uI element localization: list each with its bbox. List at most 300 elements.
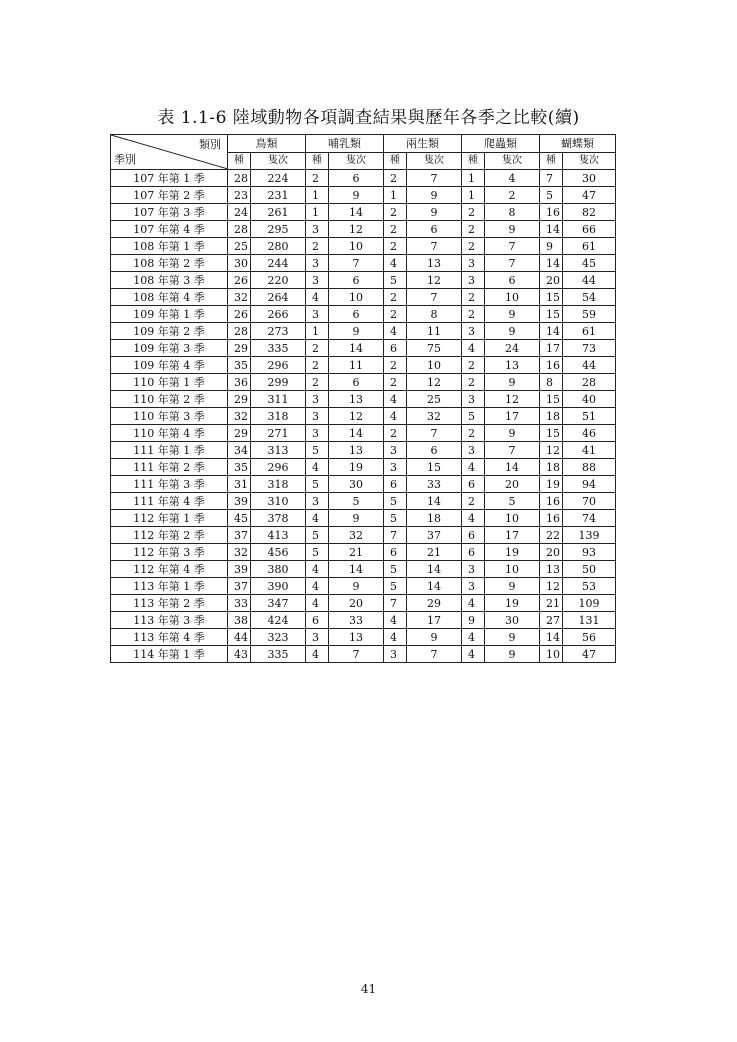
individual-count-cell: 18 [407,510,462,527]
season-cell: 111 年第 1 季 [111,442,228,459]
season-cell: 114 年第 1 季 [111,646,228,663]
species-count-cell: 4 [384,408,407,425]
species-count-cell: 17 [540,340,563,357]
species-count-cell: 14 [540,323,563,340]
table-row [111,221,616,238]
individual-count-cell: 4 [485,170,540,187]
table-row [111,238,616,255]
table-body [111,170,616,663]
table-row [111,289,616,306]
species-count-cell: 6 [462,476,485,493]
individual-count-cell: 390 [251,578,306,595]
species-count-cell: 45 [228,510,251,527]
species-count-cell: 29 [228,391,251,408]
individual-count-cell: 30 [563,170,616,187]
individual-count-cell: 244 [251,255,306,272]
individual-count-cell: 14 [329,425,384,442]
individual-count-cell: 5 [329,493,384,510]
individual-count-cell: 17 [485,408,540,425]
species-count-cell: 35 [228,357,251,374]
individual-count-cell: 7 [407,170,462,187]
individual-count-cell: 9 [329,510,384,527]
individual-count-cell: 28 [563,374,616,391]
species-subheader: 種 [306,152,329,170]
species-count-cell: 35 [228,459,251,476]
species-count-cell: 3 [306,306,329,323]
species-count-cell: 5 [384,272,407,289]
species-count-cell: 3 [306,255,329,272]
species-count-cell: 15 [540,289,563,306]
individual-count-cell: 56 [563,629,616,646]
table-row [111,510,616,527]
count-subheader: 隻次 [407,152,462,170]
species-count-cell: 4 [306,510,329,527]
season-cell: 109 年第 4 季 [111,357,228,374]
page-number: 41 [360,982,377,996]
species-count-cell: 3 [306,629,329,646]
species-count-cell: 39 [228,561,251,578]
species-count-cell: 25 [228,238,251,255]
individual-count-cell: 6 [407,442,462,459]
species-count-cell: 33 [228,595,251,612]
individual-count-cell: 7 [407,646,462,663]
species-count-cell: 28 [228,221,251,238]
individual-count-cell: 13 [329,391,384,408]
individual-count-cell: 61 [563,238,616,255]
individual-count-cell: 53 [563,578,616,595]
count-subheader: 隻次 [485,152,540,170]
individual-count-cell: 9 [485,646,540,663]
individual-count-cell: 380 [251,561,306,578]
individual-count-cell: 54 [563,289,616,306]
species-count-cell: 5 [462,408,485,425]
table-row [111,272,616,289]
species-count-cell: 23 [228,187,251,204]
season-cell: 109 年第 2 季 [111,323,228,340]
species-count-cell: 16 [540,357,563,374]
table-row [111,527,616,544]
species-count-cell: 32 [228,289,251,306]
species-count-cell: 2 [384,425,407,442]
species-count-cell: 9 [462,612,485,629]
season-cell: 110 年第 3 季 [111,408,228,425]
individual-count-cell: 313 [251,442,306,459]
species-count-cell: 2 [384,170,407,187]
species-count-cell: 3 [306,408,329,425]
species-count-cell: 1 [462,170,485,187]
species-count-cell: 1 [306,323,329,340]
individual-count-cell: 7 [407,425,462,442]
individual-count-cell: 9 [485,323,540,340]
individual-count-cell: 9 [485,578,540,595]
species-count-cell: 24 [228,204,251,221]
individual-count-cell: 310 [251,493,306,510]
species-count-cell: 28 [228,323,251,340]
table-row [111,459,616,476]
individual-count-cell: 13 [485,357,540,374]
species-count-cell: 13 [540,561,563,578]
species-count-cell: 34 [228,442,251,459]
species-count-cell: 9 [540,238,563,255]
individual-count-cell: 335 [251,646,306,663]
individual-count-cell: 15 [407,459,462,476]
individual-count-cell: 7 [485,442,540,459]
individual-count-cell: 456 [251,544,306,561]
species-count-cell: 29 [228,340,251,357]
season-cell: 112 年第 2 季 [111,527,228,544]
species-count-cell: 2 [384,374,407,391]
season-cell: 108 年第 3 季 [111,272,228,289]
species-count-cell: 4 [306,459,329,476]
species-count-cell: 1 [384,187,407,204]
species-count-cell: 4 [384,255,407,272]
season-cell: 107 年第 3 季 [111,204,228,221]
species-count-cell: 5 [540,187,563,204]
individual-count-cell: 93 [563,544,616,561]
species-count-cell: 37 [228,527,251,544]
individual-count-cell: 335 [251,340,306,357]
individual-count-cell: 10 [329,289,384,306]
individual-count-cell: 13 [329,629,384,646]
individual-count-cell: 40 [563,391,616,408]
species-count-cell: 4 [384,391,407,408]
species-count-cell: 2 [462,289,485,306]
species-count-cell: 4 [306,595,329,612]
individual-count-cell: 10 [407,357,462,374]
individual-count-cell: 14 [329,204,384,221]
species-count-cell: 8 [540,374,563,391]
species-count-cell: 37 [228,578,251,595]
individual-count-cell: 7 [407,289,462,306]
individual-count-cell: 280 [251,238,306,255]
species-count-cell: 5 [384,578,407,595]
species-count-cell: 31 [228,476,251,493]
table-row [111,544,616,561]
individual-count-cell: 9 [407,204,462,221]
species-count-cell: 36 [228,374,251,391]
individual-count-cell: 299 [251,374,306,391]
individual-count-cell: 7 [485,238,540,255]
individual-count-cell: 273 [251,323,306,340]
season-cell: 109 年第 1 季 [111,306,228,323]
species-count-cell: 6 [384,544,407,561]
individual-count-cell: 7 [485,255,540,272]
individual-count-cell: 14 [407,493,462,510]
species-count-cell: 12 [540,442,563,459]
species-count-cell: 2 [462,221,485,238]
individual-count-cell: 6 [329,374,384,391]
species-count-cell: 3 [306,221,329,238]
individual-count-cell: 295 [251,221,306,238]
individual-count-cell: 424 [251,612,306,629]
season-cell: 112 年第 4 季 [111,561,228,578]
table-row [111,170,616,187]
table-row [111,306,616,323]
species-count-cell: 5 [306,476,329,493]
species-count-cell: 3 [384,646,407,663]
individual-count-cell: 12 [407,272,462,289]
season-cell: 108 年第 2 季 [111,255,228,272]
survey-comparison-table [110,134,616,663]
individual-count-cell: 24 [485,340,540,357]
individual-count-cell: 14 [485,459,540,476]
species-count-cell: 2 [384,357,407,374]
individual-count-cell: 9 [485,425,540,442]
group-header-mammals: 哺乳類 [306,135,384,153]
species-count-cell: 5 [384,493,407,510]
species-count-cell: 4 [384,612,407,629]
individual-count-cell: 21 [407,544,462,561]
group-header-birds: 鳥類 [228,135,306,153]
species-count-cell: 7 [384,527,407,544]
individual-count-cell: 7 [407,238,462,255]
table-row [111,646,616,663]
individual-count-cell: 9 [485,221,540,238]
individual-count-cell: 50 [563,561,616,578]
count-subheader: 隻次 [563,152,616,170]
species-subheader: 種 [540,152,563,170]
species-count-cell: 3 [462,255,485,272]
individual-count-cell: 14 [329,340,384,357]
species-count-cell: 2 [462,238,485,255]
species-count-cell: 20 [540,272,563,289]
species-count-cell: 15 [540,425,563,442]
season-cell: 112 年第 3 季 [111,544,228,561]
table-row [111,476,616,493]
individual-count-cell: 82 [563,204,616,221]
group-header-reptiles: 爬蟲類 [462,135,540,153]
individual-count-cell: 13 [329,442,384,459]
species-count-cell: 14 [540,629,563,646]
species-count-cell: 3 [306,272,329,289]
season-cell: 109 年第 3 季 [111,340,228,357]
individual-count-cell: 9 [485,374,540,391]
species-count-cell: 5 [306,527,329,544]
species-count-cell: 3 [306,425,329,442]
individual-count-cell: 9 [407,187,462,204]
species-count-cell: 22 [540,527,563,544]
individual-count-cell: 30 [485,612,540,629]
species-count-cell: 2 [306,238,329,255]
species-count-cell: 18 [540,459,563,476]
species-count-cell: 3 [384,442,407,459]
species-count-cell: 32 [228,544,251,561]
individual-count-cell: 51 [563,408,616,425]
table-row [111,187,616,204]
season-cell: 113 年第 3 季 [111,612,228,629]
individual-count-cell: 323 [251,629,306,646]
individual-count-cell: 44 [563,357,616,374]
season-header-label: 季別 [114,153,136,166]
table-row [111,561,616,578]
species-subheader: 種 [384,152,407,170]
species-count-cell: 4 [462,510,485,527]
table-row [111,374,616,391]
individual-count-cell: 10 [329,238,384,255]
table-row [111,408,616,425]
table-row [111,323,616,340]
table-row [111,442,616,459]
season-cell: 111 年第 2 季 [111,459,228,476]
species-count-cell: 2 [384,238,407,255]
individual-count-cell: 19 [329,459,384,476]
species-count-cell: 5 [306,442,329,459]
individual-count-cell: 14 [407,578,462,595]
table-row [111,204,616,221]
individual-count-cell: 59 [563,306,616,323]
species-count-cell: 16 [540,204,563,221]
species-count-cell: 6 [462,527,485,544]
species-count-cell: 6 [462,544,485,561]
species-count-cell: 16 [540,510,563,527]
species-count-cell: 2 [462,204,485,221]
season-cell: 107 年第 1 季 [111,170,228,187]
individual-count-cell: 46 [563,425,616,442]
species-count-cell: 4 [306,646,329,663]
individual-count-cell: 88 [563,459,616,476]
individual-count-cell: 11 [329,357,384,374]
individual-count-cell: 19 [485,544,540,561]
individual-count-cell: 61 [563,323,616,340]
individual-count-cell: 6 [407,221,462,238]
individual-count-cell: 74 [563,510,616,527]
individual-count-cell: 12 [485,391,540,408]
individual-count-cell: 139 [563,527,616,544]
species-count-cell: 2 [384,221,407,238]
species-count-cell: 2 [384,204,407,221]
species-count-cell: 5 [306,544,329,561]
individual-count-cell: 41 [563,442,616,459]
individual-count-cell: 9 [485,306,540,323]
individual-count-cell: 20 [329,595,384,612]
species-count-cell: 3 [306,391,329,408]
table-row [111,612,616,629]
species-count-cell: 3 [462,561,485,578]
individual-count-cell: 9 [329,187,384,204]
table-row [111,255,616,272]
individual-count-cell: 261 [251,204,306,221]
individual-count-cell: 14 [407,561,462,578]
season-cell: 113 年第 1 季 [111,578,228,595]
species-count-cell: 4 [384,629,407,646]
individual-count-cell: 75 [407,340,462,357]
species-count-cell: 2 [306,357,329,374]
individual-count-cell: 347 [251,595,306,612]
species-count-cell: 2 [462,425,485,442]
season-cell: 110 年第 4 季 [111,425,228,442]
individual-count-cell: 10 [485,510,540,527]
individual-count-cell: 32 [329,527,384,544]
species-count-cell: 5 [384,510,407,527]
individual-count-cell: 45 [563,255,616,272]
species-count-cell: 15 [540,391,563,408]
individual-count-cell: 296 [251,357,306,374]
individual-count-cell: 30 [329,476,384,493]
species-count-cell: 1 [306,187,329,204]
species-count-cell: 4 [306,289,329,306]
group-header-butterflies: 蝴蝶類 [540,135,616,153]
species-count-cell: 7 [540,170,563,187]
species-count-cell: 2 [306,374,329,391]
individual-count-cell: 231 [251,187,306,204]
table-row [111,357,616,374]
species-count-cell: 2 [462,306,485,323]
individual-count-cell: 25 [407,391,462,408]
individual-count-cell: 264 [251,289,306,306]
season-cell: 112 年第 1 季 [111,510,228,527]
species-count-cell: 10 [540,646,563,663]
species-count-cell: 16 [540,493,563,510]
species-count-cell: 2 [306,170,329,187]
species-count-cell: 3 [462,442,485,459]
season-cell: 107 年第 2 季 [111,187,228,204]
species-count-cell: 7 [384,595,407,612]
species-count-cell: 26 [228,272,251,289]
individual-count-cell: 12 [407,374,462,391]
species-count-cell: 20 [540,544,563,561]
species-count-cell: 2 [384,289,407,306]
individual-count-cell: 19 [485,595,540,612]
individual-count-cell: 318 [251,408,306,425]
individual-count-cell: 9 [407,629,462,646]
season-cell: 113 年第 2 季 [111,595,228,612]
table-row [111,391,616,408]
individual-count-cell: 11 [407,323,462,340]
species-count-cell: 4 [384,323,407,340]
species-count-cell: 2 [384,306,407,323]
individual-count-cell: 131 [563,612,616,629]
individual-count-cell: 17 [407,612,462,629]
species-count-cell: 6 [306,612,329,629]
species-count-cell: 2 [462,357,485,374]
individual-count-cell: 6 [485,272,540,289]
species-count-cell: 6 [384,476,407,493]
individual-count-cell: 2 [485,187,540,204]
species-count-cell: 3 [462,391,485,408]
table-row [111,578,616,595]
individual-count-cell: 9 [329,323,384,340]
species-count-cell: 2 [462,493,485,510]
individual-count-cell: 66 [563,221,616,238]
species-count-cell: 38 [228,612,251,629]
individual-count-cell: 7 [329,255,384,272]
species-count-cell: 4 [462,595,485,612]
species-count-cell: 14 [540,221,563,238]
species-count-cell: 4 [306,561,329,578]
individual-count-cell: 47 [563,646,616,663]
species-count-cell: 29 [228,425,251,442]
individual-count-cell: 17 [485,527,540,544]
individual-count-cell: 29 [407,595,462,612]
individual-count-cell: 413 [251,527,306,544]
species-count-cell: 43 [228,646,251,663]
individual-count-cell: 70 [563,493,616,510]
table-row [111,629,616,646]
individual-count-cell: 33 [407,476,462,493]
individual-count-cell: 33 [329,612,384,629]
corner-header-cell [111,135,228,170]
species-count-cell: 2 [462,374,485,391]
species-subheader: 種 [462,152,485,170]
individual-count-cell: 8 [407,306,462,323]
species-count-cell: 30 [228,255,251,272]
individual-count-cell: 21 [329,544,384,561]
individual-count-cell: 14 [329,561,384,578]
species-count-cell: 1 [306,204,329,221]
table-row [111,340,616,357]
individual-count-cell: 32 [407,408,462,425]
individual-count-cell: 47 [563,187,616,204]
